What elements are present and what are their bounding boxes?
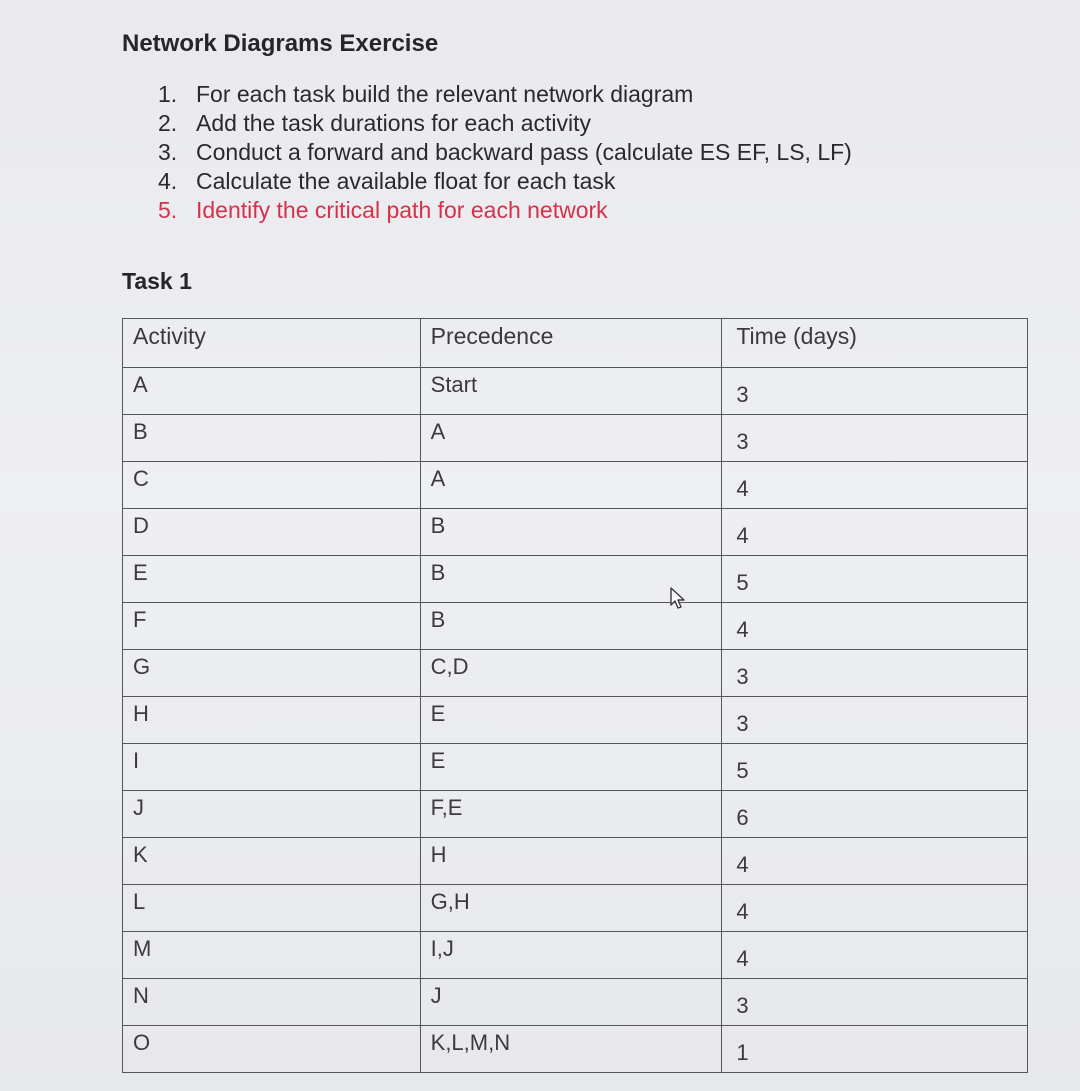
time-column-header: Time (days) [722,319,1028,368]
activity-cell: N [123,979,421,1026]
table-row [123,791,1028,838]
instruction-item [158,80,852,109]
instruction-number: 5. [158,197,178,223]
precedence-cell: B [420,556,722,603]
activity-cell: F [123,603,421,650]
precedence-cell: B [420,603,722,650]
instruction-item-highlighted [158,196,852,225]
instruction-item [158,167,852,196]
table-row [123,932,1028,979]
table-row [123,979,1028,1026]
precedence-cell: A [420,462,722,509]
instruction-text: Identify the critical path for each network [196,197,608,223]
table-row [123,509,1028,556]
time-cell [722,744,1028,791]
time-cell [722,556,1028,603]
activity-cell: E [123,556,421,603]
time-value: 3 [736,429,749,454]
activity-cell: H [123,697,421,744]
activity-cell: B [123,415,421,462]
instruction-number: 1. [158,81,178,107]
table-row [123,838,1028,885]
instruction-number: 2. [158,110,178,136]
time-cell [722,415,1028,462]
table-row [123,556,1028,603]
precedence-cell: G,H [420,885,722,932]
time-value: 4 [736,476,749,501]
time-cell [722,932,1028,979]
activity-cell: C [123,462,421,509]
instruction-item [158,109,852,138]
instruction-text: Calculate the available float for each task [196,168,616,194]
activity-cell: D [123,509,421,556]
precedence-cell: I,J [420,932,722,979]
time-cell [722,838,1028,885]
time-cell [722,462,1028,509]
table-row [123,697,1028,744]
document-title: Network Diagrams Exercise [122,30,439,57]
time-value: 4 [736,617,749,642]
time-cell [722,603,1028,650]
time-cell [722,368,1028,415]
mouse-pointer-icon [668,586,690,612]
time-value: 3 [736,993,749,1018]
table-row [123,368,1028,415]
activity-cell: I [123,744,421,791]
instruction-text: Conduct a forward and backward pass (calculate ES EF, LS, LF) [196,139,852,165]
task-heading: Task 1 [122,268,192,294]
time-cell [722,697,1028,744]
time-value: 6 [736,805,749,830]
precedence-cell: Start [420,368,722,415]
precedence-cell: H [420,838,722,885]
time-value: 5 [736,758,749,783]
time-value: 4 [736,946,749,971]
table-row [123,744,1028,791]
time-value: 4 [736,523,749,548]
precedence-cell: E [420,697,722,744]
activity-cell: L [123,885,421,932]
time-cell [722,1026,1028,1073]
time-value: 5 [736,570,749,595]
activity-cell: J [123,791,421,838]
activity-cell: M [123,932,421,979]
precedence-column-header: Precedence [420,319,722,368]
instructions-list [158,80,852,225]
activity-cell: O [123,1026,421,1073]
activity-cell: A [123,368,421,415]
precedence-cell: C,D [420,650,722,697]
instruction-number: 3. [158,139,178,165]
instruction-text: Add the task durations for each activity [196,110,592,136]
precedence-cell: E [420,744,722,791]
table-row [123,462,1028,509]
activity-cell: G [123,650,421,697]
table-row [123,415,1028,462]
time-cell [722,979,1028,1026]
table-row [123,1026,1028,1073]
table-body [123,368,1028,1073]
precedence-cell: A [420,415,722,462]
table-row [123,603,1028,650]
table-row [123,885,1028,932]
activity-cell: K [123,838,421,885]
precedence-cell: K,L,M,N [420,1026,722,1073]
instruction-item [158,138,852,167]
instruction-number: 4. [158,168,178,194]
time-cell [722,791,1028,838]
activity-column-header: Activity [123,319,421,368]
time-value: 4 [736,852,749,877]
time-cell [722,650,1028,697]
activity-table [122,318,1028,1073]
precedence-cell: B [420,509,722,556]
precedence-cell: F,E [420,791,722,838]
table-header-row [123,319,1028,368]
time-value: 3 [736,664,749,689]
instruction-text: For each task build the relevant network diagram [196,81,694,107]
time-cell [722,509,1028,556]
table-row [123,650,1028,697]
time-cell [722,885,1028,932]
time-value: 4 [736,899,749,924]
precedence-cell: J [420,979,722,1026]
time-value: 3 [736,382,749,407]
time-value: 1 [736,1040,749,1065]
time-value: 3 [736,711,749,736]
